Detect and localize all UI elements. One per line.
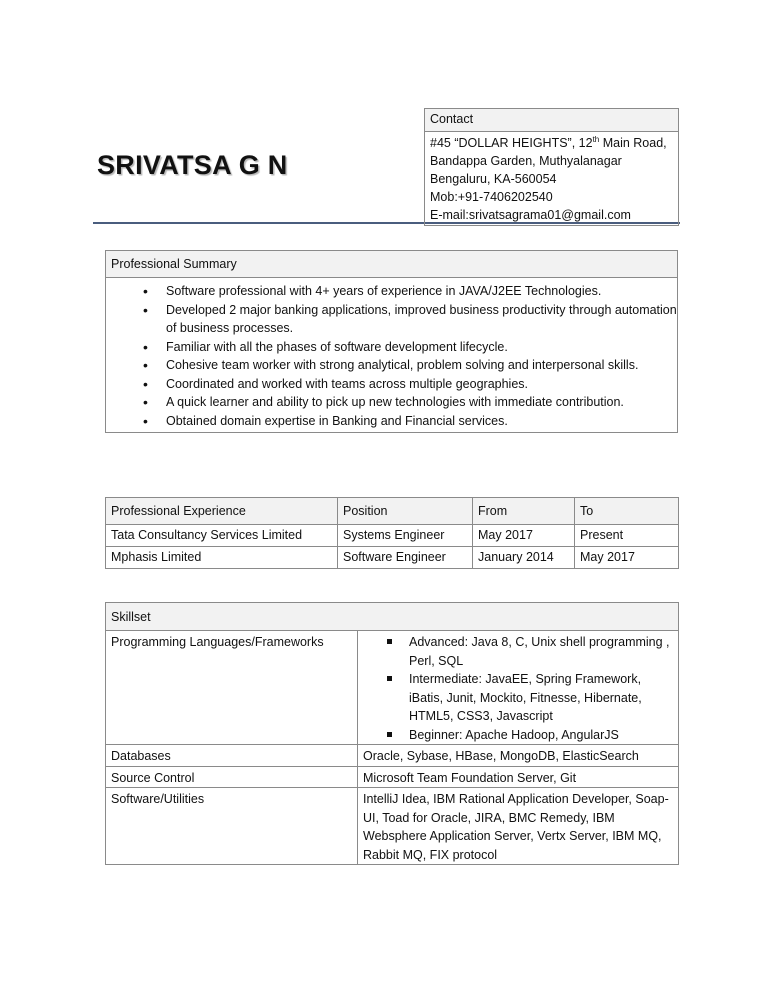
skill-source-control-value: Microsoft Team Foundation Server, Git [358,766,679,788]
summary-item: • Cohesive team worker with strong analytical, problem solving and interpersonal skills. [106,356,677,375]
summary-list [106,278,677,432]
contact-address-line2: Bandappa Garden, Muthyalanagar [430,154,622,168]
table-row [106,788,679,865]
list-item: Beginner: Apache Hadoop, AngularJS [358,726,673,745]
contact-mobile: Mob:+91-7406202540 [430,190,553,204]
experience-company: Mphasis Limited [106,547,338,569]
professional-summary-table [105,250,678,433]
skill-databases-value: Oracle, Sybase, HBase, MongoDB, ElasticSearch [358,745,679,767]
candidate-name: SRIVATSA G N [97,150,288,180]
summary-item: • Obtained domain expertise in Banking and Financial services. [106,412,677,431]
skill-software-label: Software/Utilities [106,788,358,865]
experience-position: Systems Engineer [338,525,473,547]
table-row [106,745,679,767]
experience-col-from: From [473,498,575,525]
table-row [106,631,679,745]
table-row [106,525,679,547]
table-row [106,766,679,788]
experience-to: May 2017 [575,547,679,569]
contact-address-line1: #45 “DOLLAR HEIGHTS”, 12th Main Road, [430,134,667,150]
experience-header-row [106,498,679,525]
table-row [106,547,679,569]
summary-item: • Coordinated and worked with teams across multiple geographies. [106,375,677,394]
skill-languages-label: Programming Languages/Frameworks [106,631,358,745]
summary-item: • Developed 2 major banking applications, improved business productivity through automation of business processes. [106,301,677,338]
experience-position: Software Engineer [338,547,473,569]
experience-from: May 2017 [473,525,575,547]
experience-table [105,497,679,569]
summary-title: Professional Summary [106,251,678,278]
experience-to: Present [575,525,679,547]
skill-languages-list [358,633,673,744]
skillset-title: Skillset [106,603,679,631]
summary-item: • Software professional with 4+ years of experience in JAVA/J2EE Technologies. [106,282,677,301]
experience-col-company: Professional Experience [106,498,338,525]
summary-item: • Familiar with all the phases of software development lifecycle. [106,338,677,357]
list-item: Intermediate: JavaEE, Spring Framework, iBatis, Junit, Mockito, Fitnesse, Hibernate, HTML5, CSS3, Javascript [358,670,673,726]
skill-databases-label: Databases [106,745,358,767]
contact-email: E-mail:srivatsagrama01@gmail.com [430,208,631,222]
contact-address-line3: Bengaluru, KA-560054 [430,172,557,186]
summary-item: • A quick learner and ability to pick up new technologies with immediate contribution. [106,393,677,412]
contact-details [425,132,679,226]
experience-company: Tata Consultancy Services Limited [106,525,338,547]
contact-table [424,108,679,226]
experience-from: January 2014 [473,547,575,569]
skillset-table [105,602,679,865]
skill-source-control-label: Source Control [106,766,358,788]
experience-col-position: Position [338,498,473,525]
contact-title: Contact [425,109,679,132]
skill-software-value: IntelliJ Idea, IBM Rational Application Developer, Soap-UI, Toad for Oracle, JIRA, BMC Remedy, IBM Websphere Application Server, Vertx Server, IBM MQ, Rabbit MQ, FIX protocol [358,788,679,865]
experience-col-to: To [575,498,679,525]
list-item: Advanced: Java 8, C, Unix shell programming , Perl, SQL [358,633,673,670]
